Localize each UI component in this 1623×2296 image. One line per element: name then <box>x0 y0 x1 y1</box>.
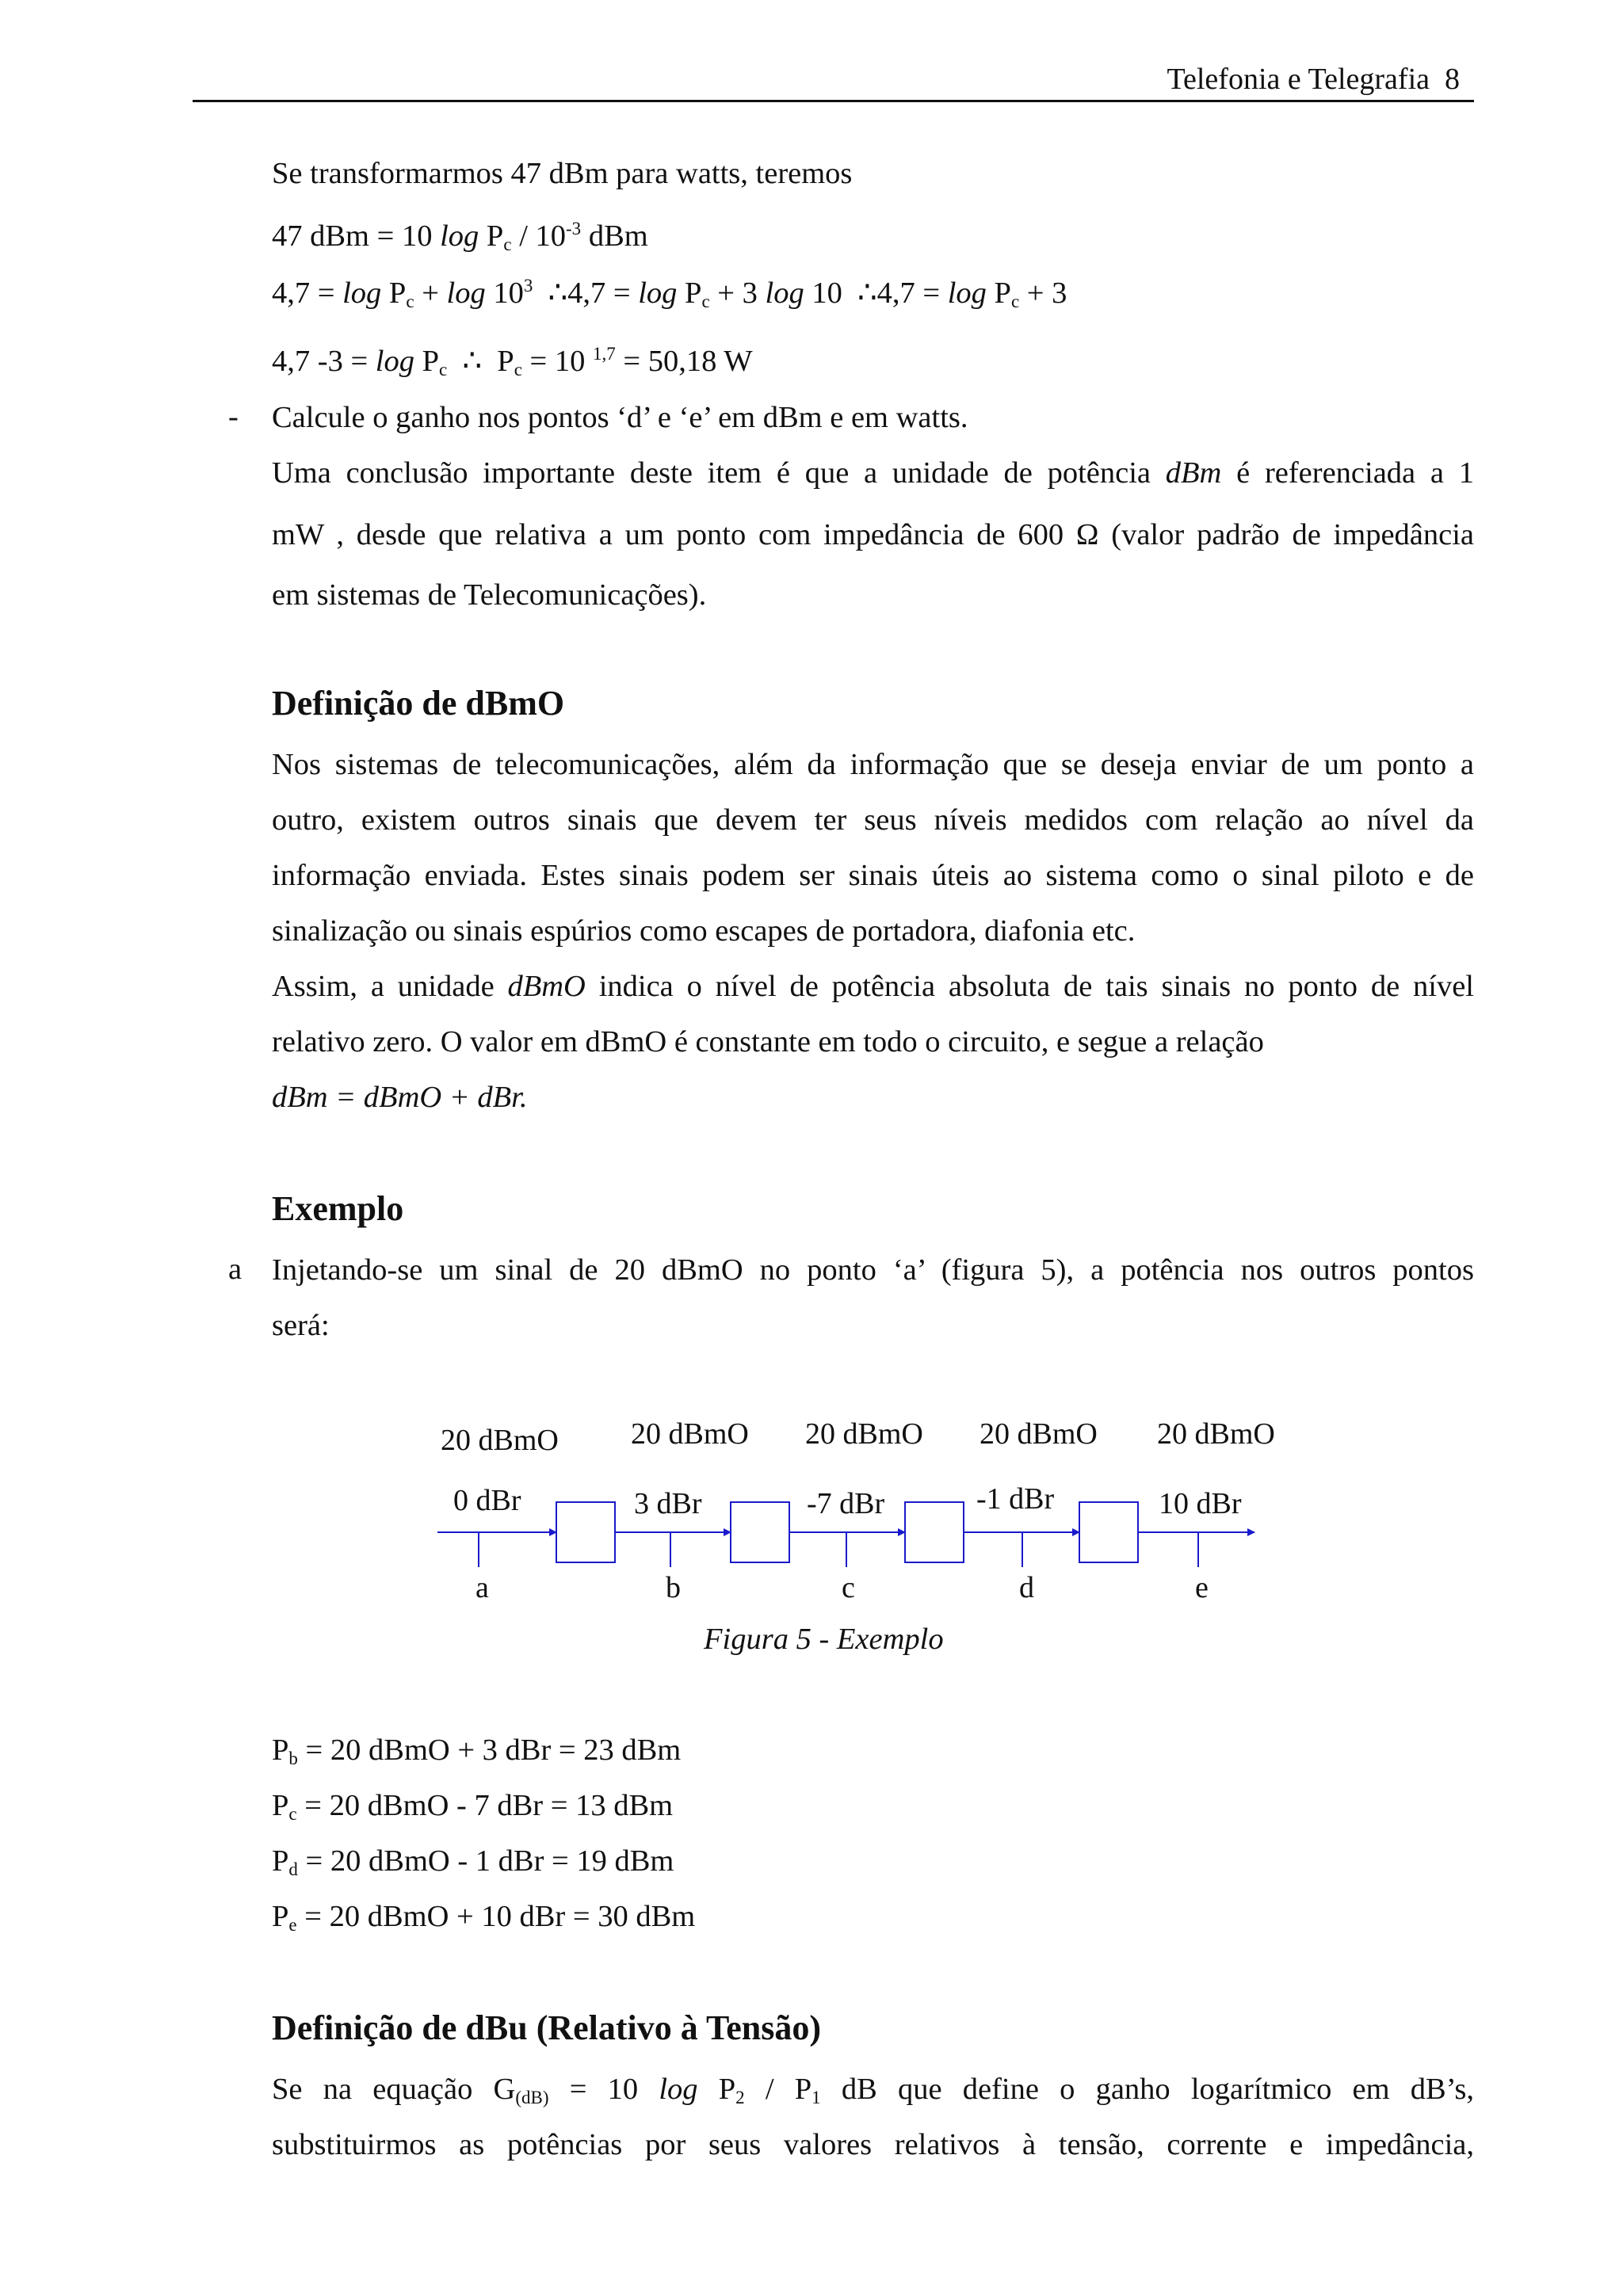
dbu-line-1: Se na equação $G_{(dB)} = 10$ $\log P_2 / P_1$ dB que define o ganho logarítmico em dB’s, <box>272 2073 1475 2107</box>
example-line-2: será: <box>272 1309 330 1342</box>
gain-block <box>556 1502 615 1562</box>
dbmo-p2-line-1: Assim, a unidade dBmO indica o nível de potência absoluta de tais sinais no ponto de nível <box>272 970 1474 1003</box>
dbmo-p1-line-3: informação enviada. Estes sinais podem ser sinais úteis ao sistema como o sinal piloto e de <box>272 859 1474 892</box>
gain-block <box>731 1502 789 1562</box>
result-pd: $P_d = 20$ dBmO - 1 dBr = 19 dBm <box>272 1844 674 1879</box>
point-label: c <box>842 1571 855 1604</box>
dbmo-label: 20 dBmO <box>631 1417 749 1451</box>
equation-1: 47 dBm = 10 $\log P_c / 10^{-3}$ dBm <box>272 219 648 254</box>
dbmo-label: 20 dBmO <box>1157 1417 1275 1451</box>
dbr-label: 0 dBr <box>453 1484 521 1517</box>
equation-2: $4,7 = \log P_c + \log 10^3$ ∴4,7 = $\log P_c + 3$ log 10 ∴4,7 = $\log P_c + 3$ <box>272 276 1067 311</box>
result-pc: $P_c = 20$ dBmO - 7 dBr = 13 dBm <box>272 1789 674 1824</box>
heading-dbmo: Definição de dBmO <box>272 684 565 723</box>
dbr-label: 3 dBr <box>634 1487 702 1520</box>
dbmo-p1-line-4: sinalização ou sinais espúrios como escapes de portadora, diafonia etc. <box>272 914 1136 948</box>
page-number: 8 <box>1445 63 1460 96</box>
bullet-dash: - <box>228 400 239 433</box>
example-line-1: Injetando-se um sinal de 20 dBmO no ponto ‘a’ (figura 5), a potência nos outros pontos <box>272 1253 1474 1287</box>
bullet-text: Calcule o ganho nos pontos ‘d’ e ‘e’ em dBm e em watts. <box>272 401 968 434</box>
dbmo-p2-line-2: relativo zero. O valor em dBmO é constante em todo o circuito, e segue a relação <box>272 1025 1264 1058</box>
conclusion-line-2: mW , desde que relativa a um ponto com impedância de 600 Ω (valor padrão de impedância <box>272 518 1474 551</box>
item-marker: a <box>228 1253 242 1286</box>
dbmo-label: 20 dBmO <box>980 1417 1098 1451</box>
dbr-label: 10 dBr <box>1159 1487 1242 1520</box>
dbmo-p1-line-1: Nos sistemas de telecomunicações, além da informação que se deseja enviar de um ponto a <box>272 748 1474 781</box>
result-pe: $P_e = 20$ dBmO + 10 dBr = 30 dBm <box>272 1900 696 1935</box>
point-label: a <box>475 1571 489 1604</box>
dbmo-p1-line-2: outro, existem outros sinais que devem ter seus níveis medidos com relação ao nível da <box>272 803 1474 837</box>
figure-caption: Figura 5 - Exemplo <box>704 1623 944 1656</box>
gain-block <box>905 1502 964 1562</box>
intro-line: Se transformarmos 47 dBm para watts, teremos <box>272 157 853 190</box>
heading-example: Exemplo <box>272 1189 404 1228</box>
heading-dbu: Definição de dBu (Relativo à Tensão) <box>272 2008 822 2047</box>
dbmo-label: 20 dBmO <box>441 1424 559 1457</box>
dbu-line-2: substituirmos as potências por seus valores relativos à tensão, corrente e impedância, <box>272 2128 1474 2161</box>
point-label: d <box>1019 1571 1034 1604</box>
dbr-label: -1 dBr <box>976 1482 1055 1516</box>
conclusion-line-1: Uma conclusão importante deste item é que a unidade de potência dBm é referenciada a 1 <box>272 456 1474 490</box>
gain-block <box>1079 1502 1138 1562</box>
dbmo-label: 20 dBmO <box>805 1417 923 1451</box>
point-label: e <box>1195 1571 1209 1604</box>
header-title: Telefonia e Telegrafia <box>1167 63 1430 96</box>
conclusion-line-3: em sistemas de Telecomunicações). <box>272 578 707 612</box>
dbr-label: -7 dBr <box>807 1487 885 1520</box>
point-label: b <box>666 1571 681 1604</box>
dbm-relation: dBm = dBmO + dBr. <box>272 1081 528 1114</box>
equation-3: 4,7 $-3 = \log P_c$ ∴ $P_c = 10$ $^{1,7}$ = 50,18 W <box>272 344 753 379</box>
result-pb: $P_b = 20$ dBmO + 3 dBr = 23 dBm <box>272 1733 682 1768</box>
